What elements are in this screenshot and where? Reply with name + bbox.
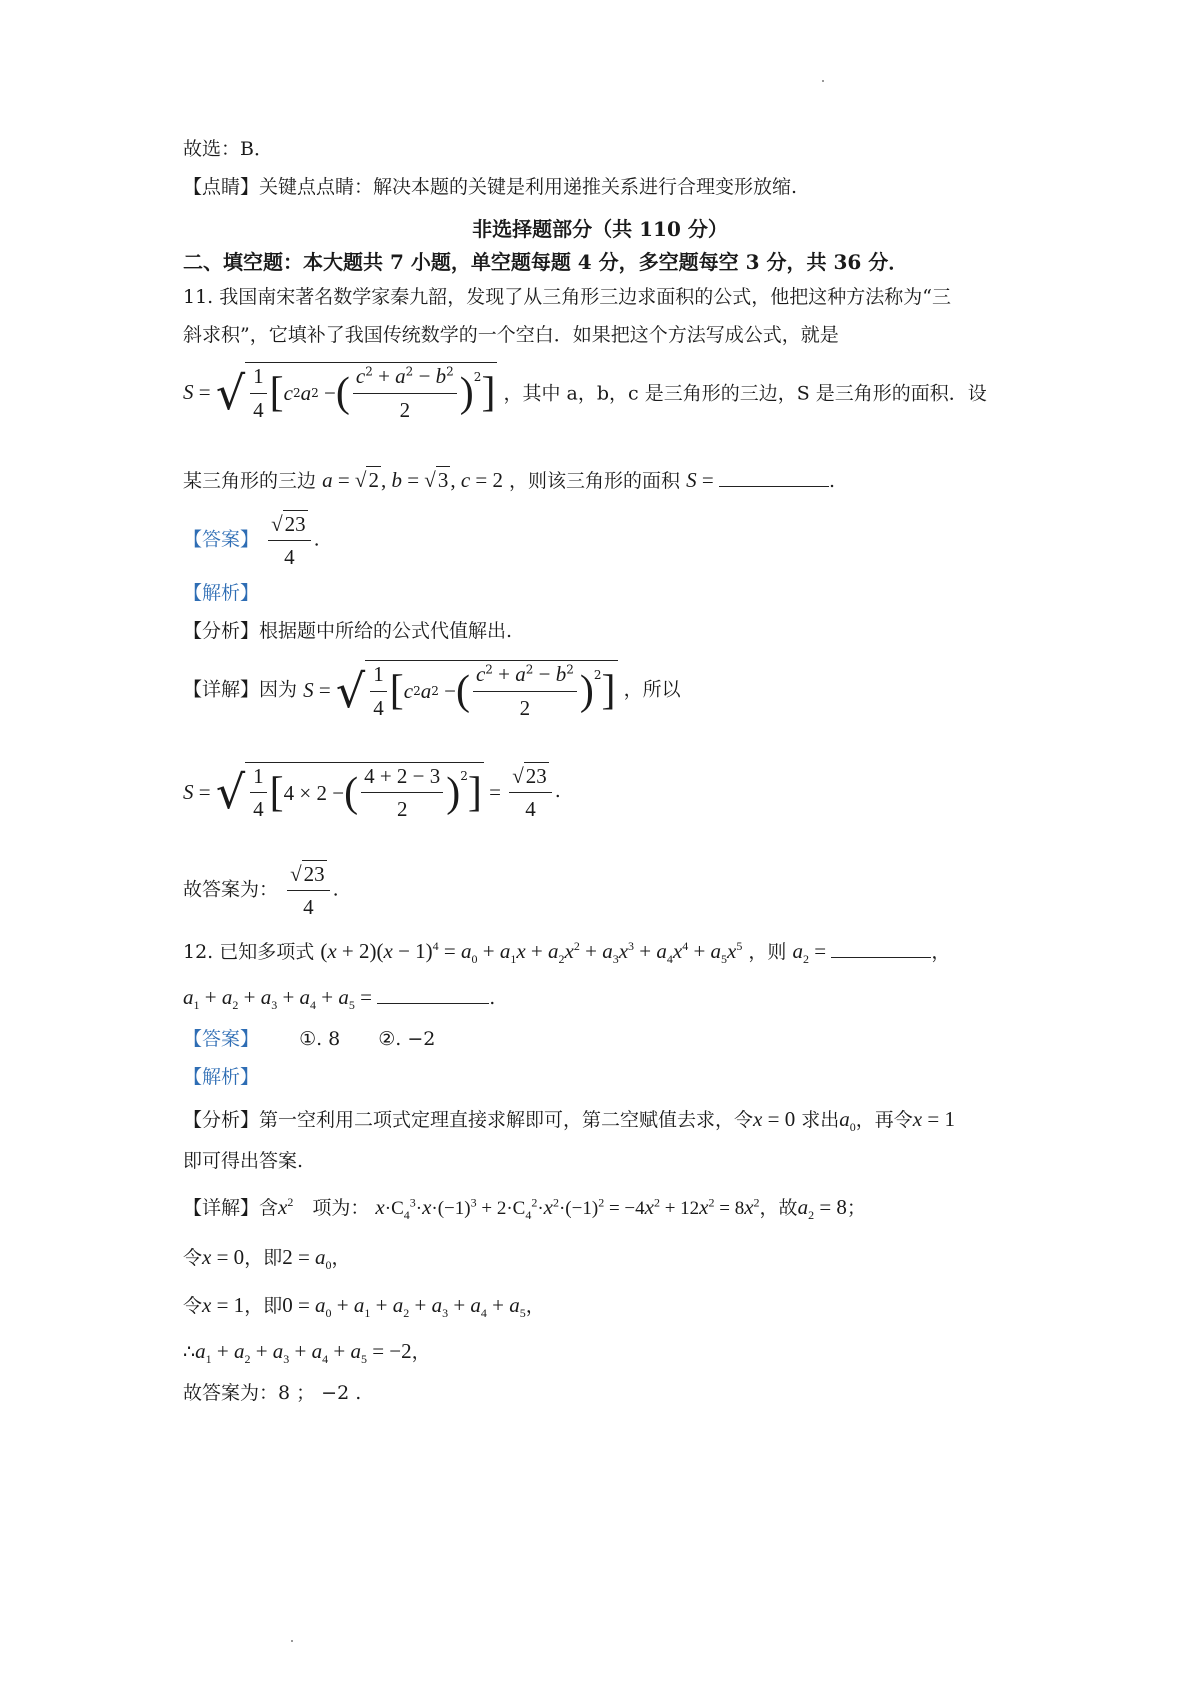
q11-answer: 【答案】 $\frac{√23}{4}$ . — [183, 512, 320, 570]
q11-line4: 某三角形的三边 a = √2, b = √3, c = 2 ，则该三角形的面积 S = . — [183, 468, 835, 492]
conclusion-line: 故选：B． — [183, 138, 273, 160]
section-title: 非选择题部分（共 110 分） — [472, 217, 728, 241]
q11-xiangjie: 【详解】因为 S = √ $\frac{1}{4}$ [ c 2 a 2 − ( $\frac{c^2 + a^2 - b^2}{2}$ ) $^2$ ] ，所以 — [183, 662, 681, 720]
part-two-heading: 二、填空题：本大题共 7 小题，单空题每题 4 分，多空题每空 3 分，共 36 分． — [183, 250, 909, 274]
answer-blank-a2[interactable] — [831, 956, 931, 958]
q11-fenxi: 【分析】根据题中所给的公式代值解出. — [183, 620, 513, 642]
heron-formula: S = √ $\frac{1}{4}$ [ c 2 a 2 − ( $\frac{c^2 + a^2 - b^2}{2}$ ) $^2$ ] — [183, 364, 496, 422]
q12-fenxi-line2: 即可得出答案. — [183, 1150, 304, 1172]
q11-line1: 11. 我国南宋著名数学家秦九韶，发现了从三角形三边求面积的公式，他把这种方法称为“三 — [183, 286, 951, 308]
answer-blank-sum[interactable] — [377, 1002, 489, 1004]
q12-fenxi-line1: 【分析】第一空利用二项式定理直接求解即可，第二空赋值去求，令x = 0 求出$a_0$，再令x = 1 — [183, 1107, 955, 1135]
q12-line1: 12. 已知多项式 $(x + 2)(x - 1)^4 = a_0 + a_1x + a_2x^2 + a_3x^3 + a_4x^4 + a_5x^5$ ，则 $a_2$ = ， — [183, 939, 951, 967]
q11-final: 故答案为： $\frac{√23}{4}$ . — [183, 862, 339, 920]
q12-step3: $\therefore a_1 + a_2 + a_3 + a_4 + a_5 = -2$， — [183, 1339, 431, 1367]
q12-jiexi: 【解析】 — [183, 1066, 260, 1088]
answer-blank[interactable] — [719, 485, 829, 487]
q11-jiexi: 【解析】 — [183, 582, 260, 604]
q11-formula-line: S = √ $\frac{1}{4}$ [ c 2 a 2 − ( $\frac{c^2 + a^2 - b^2}{2}$ ) $^2$ ] ，其中 a，b，c 是三角形的三边，S 是三角形的面积．设 — [183, 364, 987, 422]
q12-final: 故答案为：8 ； −2 . — [183, 1382, 362, 1404]
q12-step1: 令x = 0，即$2 = a_0$， — [183, 1245, 351, 1273]
q12-answer: 【答案】 ①. 8 ②. −2 — [183, 1028, 436, 1050]
q11-computation: S = √ $\frac{1}{4}$ [ 4 × 2 − ( $\frac{4 + 2 - 3}{2}$ ) $^2$ ] = $\frac{√23}{4}$ . — [183, 764, 561, 822]
q12-line2: $a_1 + a_2 + a_3 + a_4 + a_5$ = . — [183, 985, 496, 1013]
q11-line2: 斜求积”，它填补了我国传统数学的一个空白．如果把这个方法写成公式，就是 — [183, 324, 839, 346]
q12-step2: 令x = 1，即$0 = a_0 + a_1 + a_2 + a_3 + a_4 + a_5$， — [183, 1293, 545, 1321]
q12-xiangjie: 【详解】含$x^2$ 项为： $x\cdot C_4^3\cdot x\cdot(-1)^3 + 2\cdot C_4^2\cdot x^2\cdot(-1)^2 = -4x^2 + 12x^2 = 8x^2$，故$a_2 = 8$； — [183, 1195, 866, 1223]
dianjing-line: 【点睛】关键点点睛：解决本题的关键是利用递推关系进行合理变形放缩. — [183, 176, 798, 198]
